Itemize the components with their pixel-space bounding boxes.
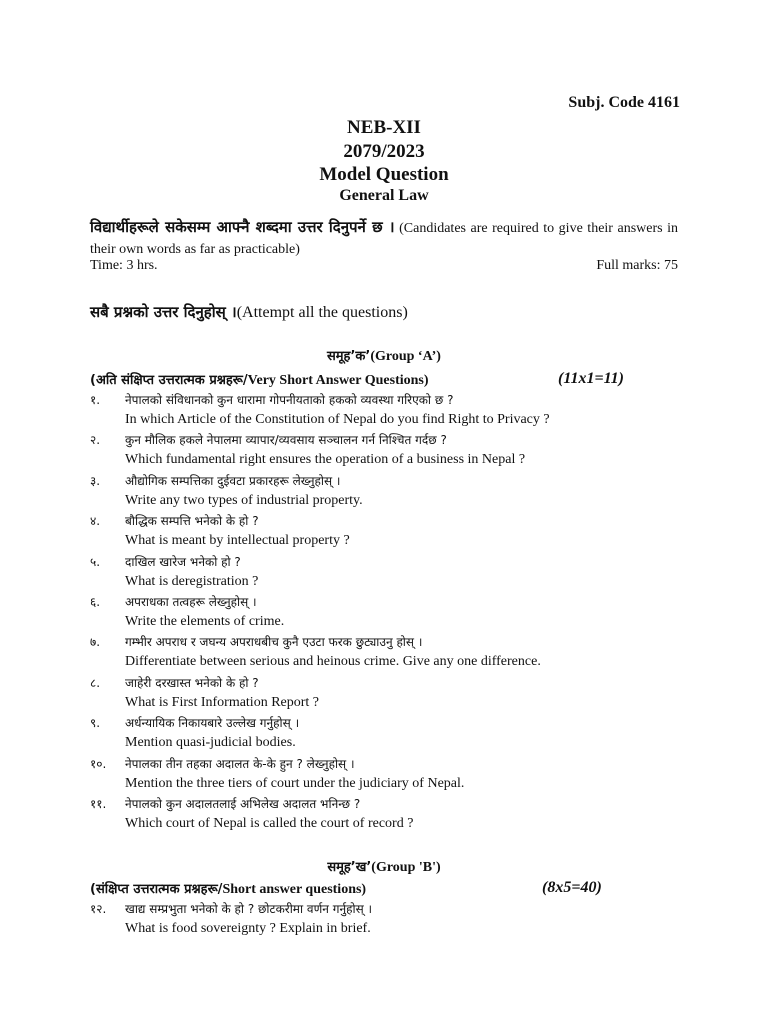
question-text-nepali: बौद्धिक सम्पत्ति भनेको के हो ? (125, 514, 259, 529)
board-title: NEB-XII (347, 117, 421, 138)
question-text-english: What is meant by intellectual property ? (125, 533, 350, 549)
group-b-section-nepali: (संक्षिप्त उत्तरात्मक प्रश्नहरू/ (90, 882, 223, 897)
question-text-english: Mention quasi-judicial bodies. (125, 735, 296, 751)
group-a-section-english: Very Short Answer Questions) (247, 373, 429, 388)
question-text-english: Mention the three tiers of court under the judiciary of Nepal. (125, 775, 465, 791)
group-a-section-nepali: (अति संक्षिप्त उत्तरात्मक प्रश्नहरू/ (90, 373, 248, 388)
question-number: ७. (90, 635, 101, 650)
group-b-section-title (90, 879, 690, 898)
attempt-all-instruction (90, 302, 408, 322)
instructions-english: (Candidates are required to give their answers in their own words as far as practicable) (90, 221, 678, 257)
question-text-nepali: अपराधका तत्वहरू लेख्नुहोस् । (125, 595, 257, 609)
question-number: १०. (90, 756, 107, 771)
full-marks: Full marks: 75 (596, 258, 678, 273)
subject-code: Subj. Code 4161 (568, 94, 680, 111)
group-b-marks: (8x5=40) (542, 879, 602, 896)
group-a-heading-english: (Group ‘A’) (370, 349, 441, 364)
question-text-english: Which court of Nepal is called the court of record ? (125, 816, 414, 831)
question-text-nepali: जाहेरी दरखास्त भनेको के हो ? (125, 675, 259, 690)
attempt-nepali: सबै प्रश्नको उत्तर दिनुहोस् । (90, 303, 237, 321)
question-text-english: Differentiate between serious and heinous crime. Give any one difference. (125, 654, 541, 670)
exam-year: 2079/2023 (343, 141, 425, 162)
group-a-section-title (90, 370, 690, 389)
time-allowed: Time: 3 hrs. (90, 258, 158, 273)
question-text-english: What is food sovereignty ? Explain in brief. (125, 921, 371, 936)
question-text-nepali: खाद्य सम्प्रभुता भनेको के हो ? छोटकरीमा वर्णन गर्नुहोस् । (125, 902, 373, 916)
attempt-english: (Attempt all the questions) (236, 304, 408, 321)
question-number: ६. (90, 595, 101, 609)
group-b-heading-nepali: समूह’ख’ (327, 860, 372, 875)
group-a-marks: (11x1=11) (558, 370, 625, 387)
question-number: ११. (90, 797, 107, 811)
instructions (90, 217, 678, 260)
question-text-nepali: नेपालका तीन तहका अदालत के-के हुन ? लेख्नुहोस् । (125, 756, 355, 771)
question-text-nepali: कुन मौलिक हकले नेपालमा व्यापार/व्यवसाय सञ्चालन गर्न निश्चित गर्दछ ? (125, 433, 447, 448)
question-text-nepali: नेपालको संविधानको कुन धारामा गोपनीयताको हकको व्यवस्था गरिएको छ ? (125, 393, 454, 407)
group-a-heading-nepali: समूह’क’ (327, 349, 371, 364)
question-number: १२. (90, 902, 107, 916)
question-number: ५. (90, 554, 101, 569)
question-number: ४. (90, 514, 101, 529)
question-number: २. (90, 433, 101, 448)
question-text-english: What is deregistration ? (125, 573, 259, 589)
question-text-nepali: दाखिल खारेज भनेको हो ? (125, 554, 241, 569)
question-text-nepali: गम्भीर अपराध र जघन्य अपराधबीच कुनै एउटा फरक छुट्याउनु होस् । (125, 635, 423, 650)
instructions-nepali: विद्यार्थीहरूले सकेसम्म आफ्नै शब्दमा उत्तर दिनुपर्ने छ । (90, 218, 395, 236)
group-b-heading (0, 857, 768, 876)
question-number: १. (90, 393, 101, 407)
question-number: ८. (90, 675, 101, 690)
group-b-section-english: Short answer questions) (222, 882, 367, 897)
subject-name: General Law (339, 187, 429, 204)
question-text-english: Which fundamental right ensures the operation of a business in Nepal ? (125, 452, 526, 468)
group-b-heading-english: (Group 'B') (371, 860, 441, 875)
question-text-english: What is First Information Report ? (125, 694, 320, 710)
question-text-nepali: औद्योगिक सम्पत्तिका दुईवटा प्रकारहरू लेख्नुहोस् । (125, 473, 341, 488)
question-number: ३. (90, 473, 101, 488)
question-number: ९. (90, 716, 101, 731)
question-text-nepali: नेपालको कुन अदालतलाई अभिलेख अदालत भनिन्छ ? (125, 797, 361, 811)
question-text-nepali: अर्धन्यायिक निकायबारे उल्लेख गर्नुहोस् । (125, 716, 300, 731)
question-text-english: Write any two types of industrial property. (125, 492, 363, 508)
group-a-heading (0, 346, 768, 365)
question-text-english: In which Article of the Constitution of Nepal do you find Right to Privacy ? (125, 412, 550, 427)
question-text-english: Write the elements of crime. (125, 614, 285, 629)
paper-title: Model Question (319, 164, 449, 185)
